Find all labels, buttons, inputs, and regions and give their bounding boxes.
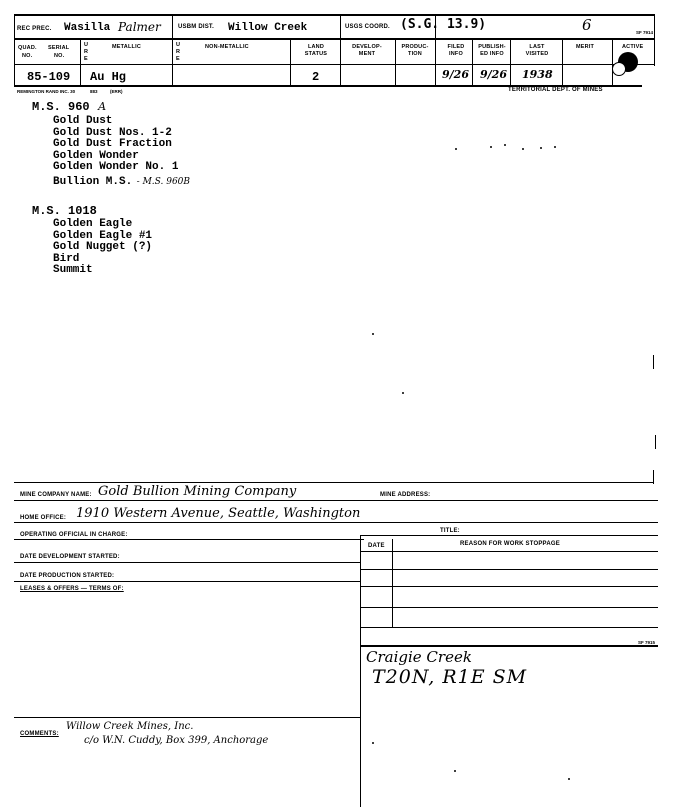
published-info-label: PUBLISH-ED INFO — [478, 44, 506, 57]
header-top-border — [14, 14, 654, 16]
scan-speck — [504, 144, 506, 146]
title-label: TITLE: — [440, 528, 460, 534]
rec-prec-label: REC PREC. — [17, 26, 52, 32]
development-label: DEVELOP-MENT — [352, 44, 382, 57]
claims-heading: M.S. 960 — [32, 100, 90, 114]
col-divider — [472, 38, 473, 87]
mine-company-label: MINE COMPANY NAME: — [20, 492, 92, 498]
quad-no-label: NO. — [22, 53, 33, 59]
location-creek: Craigie Creek — [366, 648, 472, 666]
table-bottom-border — [360, 645, 658, 647]
claim-item: Golden Wonder No. 1 — [53, 161, 179, 173]
nonmetallic-urgency-letters: U R E — [176, 42, 181, 62]
claims-list — [53, 219, 152, 277]
leases-offers-label: LEASES & OFFERS — TERMS OF: — [20, 586, 124, 592]
header-row2-border — [14, 64, 654, 65]
rec-prec-value: Wasilla — [64, 22, 111, 34]
filed-info-label: FILED INFO — [447, 44, 465, 57]
claims-heading: M.S. 1018 — [32, 204, 97, 218]
corner-number: 6 — [582, 16, 592, 34]
rec-prec-annotation: Palmer — [118, 20, 161, 34]
footer-right-tick — [653, 470, 654, 484]
printer-imprint: REMINGTON RAND INC. 30 — [17, 89, 76, 94]
claims-group-1 — [32, 97, 191, 188]
quad-serial-value: 85-109 — [27, 70, 71, 84]
scan-mark — [655, 435, 656, 449]
claim-item: Golden Eagle — [53, 218, 133, 230]
header-row1-border — [14, 38, 654, 40]
table-row-border — [360, 627, 658, 628]
claims-list — [53, 115, 191, 188]
footer-row-border — [360, 535, 658, 536]
scan-speck — [568, 778, 570, 780]
serial-no-label: NO. — [54, 53, 65, 59]
comments-label: COMMENTS: — [20, 731, 59, 737]
metallic-value: Au Hg — [90, 70, 127, 84]
scan-speck — [372, 333, 374, 335]
location-township: T20N, R1E SM — [372, 666, 528, 688]
comments-line-1: Willow Creek Mines, Inc. — [66, 721, 194, 732]
serial-label: SERIAL — [48, 45, 70, 51]
territorial-dept-label: TERRITORIAL DEPT. OF MINES — [508, 87, 603, 93]
operating-official-label: OPERATING OFFICIAL IN CHARGE: — [20, 532, 128, 538]
claims-group-2 — [32, 204, 152, 277]
table-row-border — [360, 586, 658, 587]
footer-row-border — [14, 717, 360, 718]
scan-speck — [554, 146, 556, 148]
published-info-value: 9/26 — [480, 68, 507, 81]
table-row-border — [360, 607, 658, 608]
col-divider — [395, 38, 396, 87]
footer-row-border — [14, 522, 658, 523]
claim-item — [53, 174, 190, 186]
claim-item: Golden Eagle #1 — [53, 229, 153, 242]
claim-item: Gold Dust Nos. 1-2 — [53, 126, 172, 139]
reason-column-label: REASON FOR WORK STOPPAGE — [460, 541, 560, 547]
col-divider — [172, 14, 173, 87]
mine-address-label: MINE ADDRESS: — [380, 492, 431, 498]
col-divider — [510, 38, 511, 87]
production-label: PRODUC-TION — [401, 44, 429, 57]
scan-speck — [540, 147, 542, 149]
land-status-label: LAND STATUS — [304, 44, 328, 57]
merit-label: MERIT — [576, 44, 595, 50]
printer-code-2: (ERR) — [110, 89, 123, 94]
active-label: ACTIVE — [622, 44, 644, 50]
metallic-label: METALLIC — [112, 44, 141, 50]
land-status-value: 2 — [312, 70, 320, 84]
claim-item: Gold Dust — [53, 115, 113, 127]
home-office-label: HOME OFFICE: — [20, 515, 67, 521]
usbm-dist-value: Willow Creek — [228, 22, 308, 34]
form-code-bottom: SF 7915 — [638, 640, 656, 645]
filed-info-value: 9/26 — [442, 68, 469, 81]
metallic-urgency-letters: U R E — [84, 42, 89, 62]
col-divider — [654, 14, 655, 66]
mine-company-value: Gold Bullion Mining Company — [98, 484, 297, 499]
comments-line-2: c/o W.N. Cuddy, Box 399, Anchorage — [84, 735, 269, 746]
table-col-divider — [392, 539, 393, 627]
claims-heading-annotation: A — [98, 100, 107, 113]
scan-speck — [372, 742, 374, 744]
footer-row-border — [14, 539, 364, 540]
claim-item: Summit — [53, 264, 93, 276]
form-code-top: SF 7914 — [636, 30, 654, 35]
scan-mark — [653, 355, 654, 369]
usgs-coord-label: USGS COORD. — [345, 24, 390, 30]
quad-label: QUAD. — [18, 45, 37, 51]
footer-row-border — [14, 500, 658, 501]
footer-row-border — [14, 581, 360, 582]
scan-speck — [455, 148, 457, 150]
usgs-coord-value: (S.G. 13.9) — [400, 17, 487, 32]
scan-speck — [490, 146, 492, 148]
table-row-border — [360, 569, 658, 570]
comments-right-border — [360, 647, 361, 807]
col-divider — [612, 38, 613, 87]
footer-row-border — [14, 562, 360, 563]
claim-item: Gold Dust Fraction — [53, 138, 172, 150]
table-row-border — [360, 551, 658, 552]
footer-top-border — [14, 482, 654, 483]
col-divider — [290, 38, 291, 87]
home-office-value: 1910 Western Avenue, Seattle, Washington — [76, 506, 361, 521]
col-divider — [340, 14, 341, 87]
scan-speck — [402, 392, 404, 394]
active-ring-icon — [612, 62, 626, 76]
col-divider — [14, 14, 15, 87]
col-divider — [80, 38, 81, 87]
usbm-dist-label: USBM DIST. — [178, 24, 215, 30]
claim-item: Gold Nugget (?) — [53, 241, 153, 253]
last-visited-label: LAST VISITED — [525, 44, 549, 57]
claim-item-annotation: - M.S. 960B — [136, 176, 191, 187]
date-column-label: DATE — [368, 543, 385, 549]
nonmetallic-label: NON-METALLIC — [205, 44, 249, 50]
claim-item: Golden Wonder — [53, 149, 139, 162]
table-left-border — [360, 535, 361, 647]
col-divider — [562, 38, 563, 87]
date-production-label: DATE PRODUCTION STARTED: — [20, 573, 115, 579]
claim-item: Bird — [53, 252, 80, 265]
last-visited-value: 1938 — [522, 68, 553, 81]
scan-speck — [522, 148, 524, 150]
scan-speck — [454, 770, 456, 772]
printer-code: 883 — [90, 89, 98, 94]
claim-item-text: Bullion M.S. — [53, 175, 133, 188]
date-development-label: DATE DEVELOPMENT STARTED: — [20, 554, 120, 560]
